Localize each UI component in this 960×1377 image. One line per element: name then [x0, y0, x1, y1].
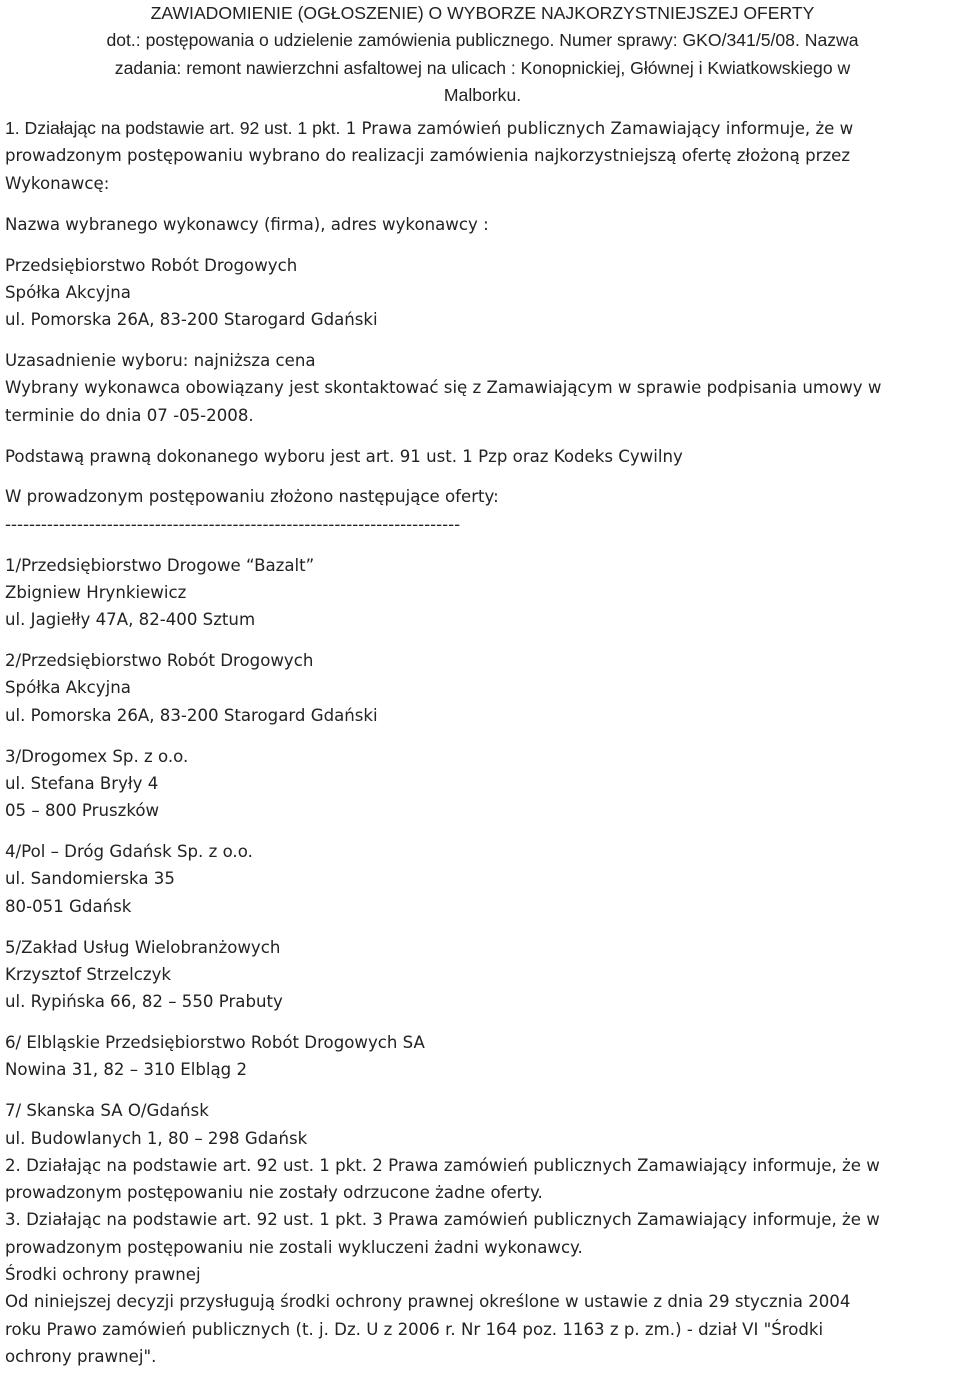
contractor-label: Nazwa wybranego wykonawcy (firma), adres wykonawcy :	[5, 214, 489, 234]
header-title: ZAWIADOMIENIE (OGŁOSZENIE) O WYBORZE NAJKORZYSTNIEJSZEJ OFERTY	[150, 3, 815, 23]
section-1-text: 1 Prawa zamówień publicznych Zamawiający informuje, że w	[340, 119, 854, 139]
offer-item	[5, 1097, 960, 1152]
header-line: Malborku.	[443, 84, 522, 105]
justification: Uzasadnienie wyboru: najniższa cena	[5, 351, 316, 371]
section-2	[5, 1152, 960, 1207]
section-1	[5, 115, 960, 538]
offer-line: 2/Przedsiębiorstwo Robót Drogowych	[5, 651, 314, 671]
remedies-line: roku Prawo zamówień publicznych (t. j. Dz. U z 2006 r. Nr 164 poz. 1163 z p. zm.) - dział VI "Środki	[5, 1319, 824, 1339]
offer-line: Krzysztof Strzelczyk	[5, 964, 172, 984]
header-line: dot.: postępowania o udzielenie zamówienia publicznego. Numer sprawy: GKO/341/5/08. Nazwa	[106, 30, 859, 51]
offer-item	[5, 647, 960, 729]
remedies-line: ochrony prawnej".	[5, 1346, 157, 1366]
contractor-address: ul. Pomorska 26A, 83-200 Starogard Gdański	[5, 310, 378, 330]
contractor-form: Spółka Akcyjna	[5, 282, 131, 302]
legal-remedies	[5, 1261, 960, 1370]
offer-line: 5/Zakład Usług Wielobranżowych	[5, 937, 281, 957]
offer-line: Zbigniew Hrynkiewicz	[5, 582, 187, 602]
offer-line: ul. Budowlanych 1, 80 – 298 Gdańsk	[5, 1128, 308, 1148]
divider: ----------------------------------------------------------------------------	[5, 514, 461, 534]
contractor-name: Przedsiębiorstwo Robót Drogowych	[5, 255, 298, 275]
offer-item	[5, 552, 960, 634]
offers-intro: W prowadzonym postępowaniu złożono następujące oferty:	[5, 487, 499, 507]
offer-line: ul. Sandomierska 35	[5, 869, 175, 889]
offer-line: 3/Drogomex Sp. z o.o.	[5, 746, 189, 766]
offer-line: ul. Pomorska 26A, 83-200 Starogard Gdański	[5, 705, 378, 725]
offer-line: Spółka Akcyjna	[5, 678, 131, 698]
section-2-line: 2. Działając na podstawie art. 92 ust. 1 pkt. 2 Prawa zamówień publicznych Zamawiający informuje, że w	[5, 1155, 880, 1175]
section-3	[5, 1206, 960, 1261]
section-3-line: prowadzonym postępowaniu nie zostali wykluczeni żadni wykonawcy.	[5, 1237, 583, 1257]
section-1-paragraph	[5, 115, 960, 142]
remedies-title: Środki ochrony prawnej	[5, 1265, 201, 1284]
offer-line: 6/ Elbląskie Przedsiębiorstwo Robót Drogowych SA	[5, 1033, 425, 1053]
remedies-line: Od niniejszej decyzji przysługują środki ochrony prawnej określone w ustawie z dnia 29 stycznia 2004	[5, 1292, 851, 1312]
document-page	[5, 0, 960, 1370]
offer-item	[5, 838, 960, 920]
section-1-paragraph-line: Wykonawcę:	[5, 173, 110, 193]
legal-basis: Podstawą prawną dokonanego wyboru jest art. 91 ust. 1 Pzp oraz Kodeks Cywilny	[5, 446, 683, 466]
header-line: zadania: remont nawierzchni asfaltowej na ulicach : Konopnickiej, Głównej i Kwiatkowskiego w	[114, 57, 851, 78]
offer-line: Nowina 31, 82 – 310 Elbląg 2	[5, 1060, 248, 1080]
offer-item	[5, 1029, 960, 1084]
document-header	[5, 0, 960, 109]
section-2-line: prowadzonym postępowaniu nie zostały odrzucone żadne oferty.	[5, 1183, 543, 1203]
offer-line: 1/Przedsiębiorstwo Drogowe “Bazalt”	[5, 555, 315, 575]
section-3-line: 3. Działając na podstawie art. 92 ust. 1 pkt. 3 Prawa zamówień publicznych Zamawiający informuje, że w	[5, 1210, 880, 1230]
section-1-prefix: 1. Działając na podstawie art. 92 ust. 1 pkt.	[5, 118, 341, 139]
offer-line: 05 – 800 Pruszków	[5, 801, 160, 821]
offer-item	[5, 934, 960, 1016]
offer-line: 7/ Skanska SA O/Gdańsk	[5, 1101, 209, 1121]
offer-line: 80-051 Gdańsk	[5, 896, 132, 916]
offers-list	[5, 552, 960, 1152]
offer-line: ul. Jagiełły 47A, 82-400 Sztum	[5, 610, 256, 630]
obligation-line: Wybrany wykonawca obowiązany jest skontaktować się z Zamawiającym w sprawie podpisania umowy w	[5, 378, 882, 398]
obligation-line: terminie do dnia 07 -05-2008.	[5, 405, 254, 425]
section-1-paragraph-line: prowadzonym postępowaniu wybrano do realizacji zamówienia najkorzystniejszą ofertę złożoną przez	[5, 146, 851, 166]
selected-contractor	[5, 252, 960, 334]
offer-line: ul. Rypińska 66, 82 – 550 Prabuty	[5, 992, 283, 1012]
offer-item	[5, 743, 960, 825]
offer-line: ul. Stefana Bryły 4	[5, 773, 159, 793]
offer-line: 4/Pol – Dróg Gdańsk Sp. z o.o.	[5, 842, 253, 862]
